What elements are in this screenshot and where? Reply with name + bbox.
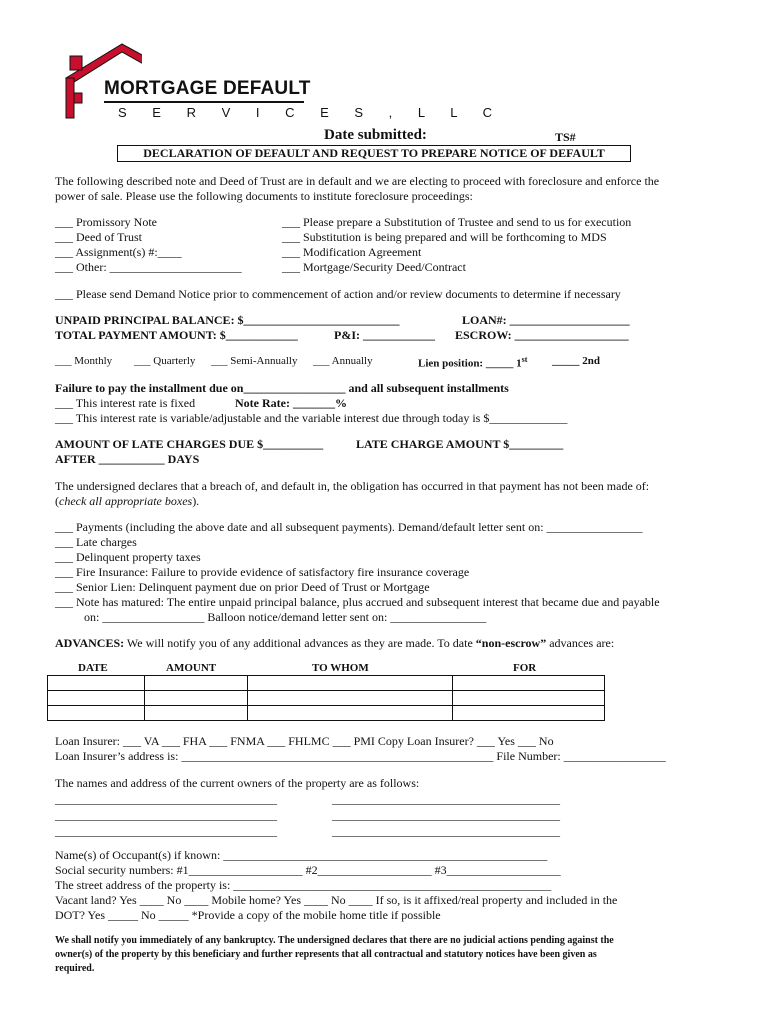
vacant-land-mobile-home[interactable]: Vacant land? Yes ____ No ____ Mobile home? Yes ____ No ____ If so, is it affixed/real property and included in the — [55, 893, 618, 907]
table-row — [48, 676, 605, 691]
advances-text — [55, 636, 614, 651]
default-payments[interactable]: ___ Payments (including the above date and all subsequent payments). Demand/default letter sent on: ________________ — [55, 520, 643, 534]
freq-monthly[interactable]: ___ Monthly — [55, 355, 113, 367]
default-balloon-notice[interactable]: on: _________________ Balloon notice/demand letter sent on: ________________ — [84, 610, 487, 624]
lien-position-second[interactable]: _____ 2nd — [552, 355, 600, 367]
logo-title: MORTGAGE DEFAULT — [104, 78, 311, 99]
late-charges-due[interactable]: AMOUNT OF LATE CHARGES DUE $__________ — [55, 437, 324, 451]
declares-line-2 — [55, 494, 199, 509]
table-cell[interactable] — [453, 691, 605, 706]
default-late-charges[interactable]: ___ Late charges — [55, 535, 137, 549]
rate-variable[interactable]: ___ This interest rate is variable/adjustable and the variable interest due through today is $_____________ — [55, 411, 568, 425]
social-security-numbers[interactable]: Social security numbers: #1___________________ #2___________________ #3___________________ — [55, 863, 561, 877]
owner-line-right-2[interactable]: ______________________________________ — [332, 808, 560, 822]
logo-subtitle: S E R V I C E S , L L C — [118, 105, 503, 120]
default-note-matured[interactable]: ___ Note has matured: The entire unpaid principal balance, plus accrued and subsequent interest that became due and payable — [55, 595, 660, 609]
footer-line-2: owner(s) of the property by this beneficiary and further represents that all contractual and statutory notices have been given as — [55, 949, 597, 960]
company-logo — [52, 38, 503, 124]
declares-paren-close: ). — [192, 494, 200, 508]
table-cell[interactable] — [248, 691, 453, 706]
doc-assignments[interactable]: ___ Assignment(s) #:____ — [55, 245, 182, 259]
loan-insurer-address[interactable]: Loan Insurer’s address is: ____________________________________________________ File Number: _________________ — [55, 749, 666, 763]
late-after-days[interactable]: AFTER ___________ DAYS — [55, 452, 200, 466]
table-cell[interactable] — [453, 676, 605, 691]
doc-modification[interactable]: ___ Modification Agreement — [282, 245, 422, 259]
freq-semi-annually[interactable]: ___ Semi-Annually — [211, 355, 298, 367]
intro-line-1: The following described note and Deed of Trust are in default and we are electing to proceed with foreclosure and enforce the — [55, 174, 660, 188]
advances-non-escrow: “non-escrow” — [475, 636, 547, 650]
table-cell[interactable] — [145, 691, 248, 706]
declares-instruction: check all appropriate boxes — [59, 494, 193, 508]
col-for: FOR — [513, 662, 537, 674]
owner-line-right-3[interactable]: ______________________________________ — [332, 824, 560, 838]
owner-line-left-1[interactable]: _____________________________________ — [55, 792, 277, 806]
doc-mortgage-deed[interactable]: ___ Mortgage/Security Deed/Contract — [282, 260, 466, 274]
declares-line-1: The undersigned declares that a breach of, and default in, the obligation has occurred in that payment has not been made of: — [55, 479, 650, 493]
col-to-whom: TO WHOM — [312, 662, 369, 674]
lien-position-label: Lien position: _____ 1 — [418, 357, 522, 370]
table-cell[interactable] — [248, 706, 453, 721]
col-amount: AMOUNT — [166, 662, 217, 674]
advances-label: ADVANCES: — [55, 636, 125, 650]
advances-end: advances are: — [546, 636, 615, 650]
table-row — [48, 706, 605, 721]
table-cell[interactable] — [248, 676, 453, 691]
table-cell[interactable] — [48, 691, 145, 706]
default-property-taxes[interactable]: ___ Delinquent property taxes — [55, 550, 201, 564]
advances-table — [47, 675, 605, 721]
loan-insurer[interactable]: Loan Insurer: ___ VA ___ FHA ___ FNMA ___ FHLMC ___ PMI Copy Loan Insurer? ___ Yes ___ No — [55, 734, 554, 748]
table-row — [48, 691, 605, 706]
principal-interest[interactable]: P&I: ____________ — [334, 328, 435, 342]
owner-line-left-3[interactable]: _____________________________________ — [55, 824, 277, 838]
table-cell[interactable] — [48, 706, 145, 721]
default-senior-lien[interactable]: ___ Senior Lien: Delinquent payment due on prior Deed of Trust or Mortgage — [55, 580, 430, 594]
doc-deed-of-trust[interactable]: ___ Deed of Trust — [55, 230, 143, 244]
freq-annually[interactable]: ___ Annually — [313, 355, 373, 367]
ts-label: TS# — [555, 130, 576, 144]
note-rate[interactable]: Note Rate: _______% — [235, 396, 347, 410]
property-street-address[interactable]: The street address of the property is: _____________________________________________________ — [55, 878, 552, 892]
occupant-names[interactable]: Name(s) of Occupant(s) if known: ______________________________________________________ — [55, 848, 548, 862]
form-title: DECLARATION OF DEFAULT AND REQUEST TO PREPARE NOTICE OF DEFAULT — [117, 145, 631, 162]
total-payment-amount[interactable]: TOTAL PAYMENT AMOUNT: $____________ — [55, 328, 298, 342]
table-cell[interactable] — [145, 676, 248, 691]
logo-rule — [104, 101, 304, 103]
col-date: DATE — [78, 662, 108, 674]
dot-mobile-home-title[interactable]: DOT? Yes _____ No _____ *Provide a copy of the mobile home title if possible — [55, 908, 441, 922]
owner-line-left-2[interactable]: _____________________________________ — [55, 808, 277, 822]
owners-label: The names and address of the current owners of the property are as follows: — [55, 776, 420, 790]
rate-fixed[interactable]: ___ This interest rate is fixed — [55, 396, 196, 410]
intro-line-2: power of sale. Please use the following documents to institute foreclosure proceedings: — [55, 189, 473, 203]
declares-paren-open: ( — [55, 494, 59, 508]
lien-position-first[interactable] — [418, 355, 527, 370]
doc-substitution-forthcoming[interactable]: ___ Substitution is being prepared and will be forthcoming to MDS — [282, 230, 607, 244]
date-submitted-label: Date submitted: — [324, 127, 427, 143]
unpaid-principal-balance[interactable]: UNPAID PRINCIPAL BALANCE: $__________________________ — [55, 313, 400, 327]
owner-line-right-1[interactable]: ______________________________________ — [332, 792, 560, 806]
lien-position-sup: st — [521, 355, 528, 364]
doc-prepare-substitution[interactable]: ___ Please prepare a Substitution of Trustee and send to us for execution — [282, 215, 632, 229]
footer-line-1: We shall notify you immediately of any bankruptcy. The undersigned declares that there are no judicial actions pending against the — [55, 935, 614, 946]
footer-line-3: required. — [55, 963, 95, 974]
default-fire-insurance[interactable]: ___ Fire Insurance: Failure to provide evidence of satisfactory fire insurance coverage — [55, 565, 470, 579]
loan-number[interactable]: LOAN#: ____________________ — [462, 313, 630, 327]
failure-to-pay[interactable]: Failure to pay the installment due on_________________ and all subsequent installments — [55, 381, 509, 395]
doc-other[interactable]: ___ Other: ______________________ — [55, 260, 242, 274]
table-cell[interactable] — [145, 706, 248, 721]
freq-quarterly[interactable]: ___ Quarterly — [134, 355, 196, 367]
demand-notice[interactable]: ___ Please send Demand Notice prior to commencement of action and/or review documents to determine if necessary — [55, 287, 621, 301]
escrow[interactable]: ESCROW: ___________________ — [455, 328, 629, 342]
doc-promissory-note[interactable]: ___ Promissory Note — [55, 215, 157, 229]
advances-body: We will notify you of any additional advances as they are made. To date — [124, 636, 476, 650]
table-cell[interactable] — [48, 676, 145, 691]
late-charge-amount[interactable]: LATE CHARGE AMOUNT $_________ — [356, 437, 564, 451]
table-cell[interactable] — [453, 706, 605, 721]
